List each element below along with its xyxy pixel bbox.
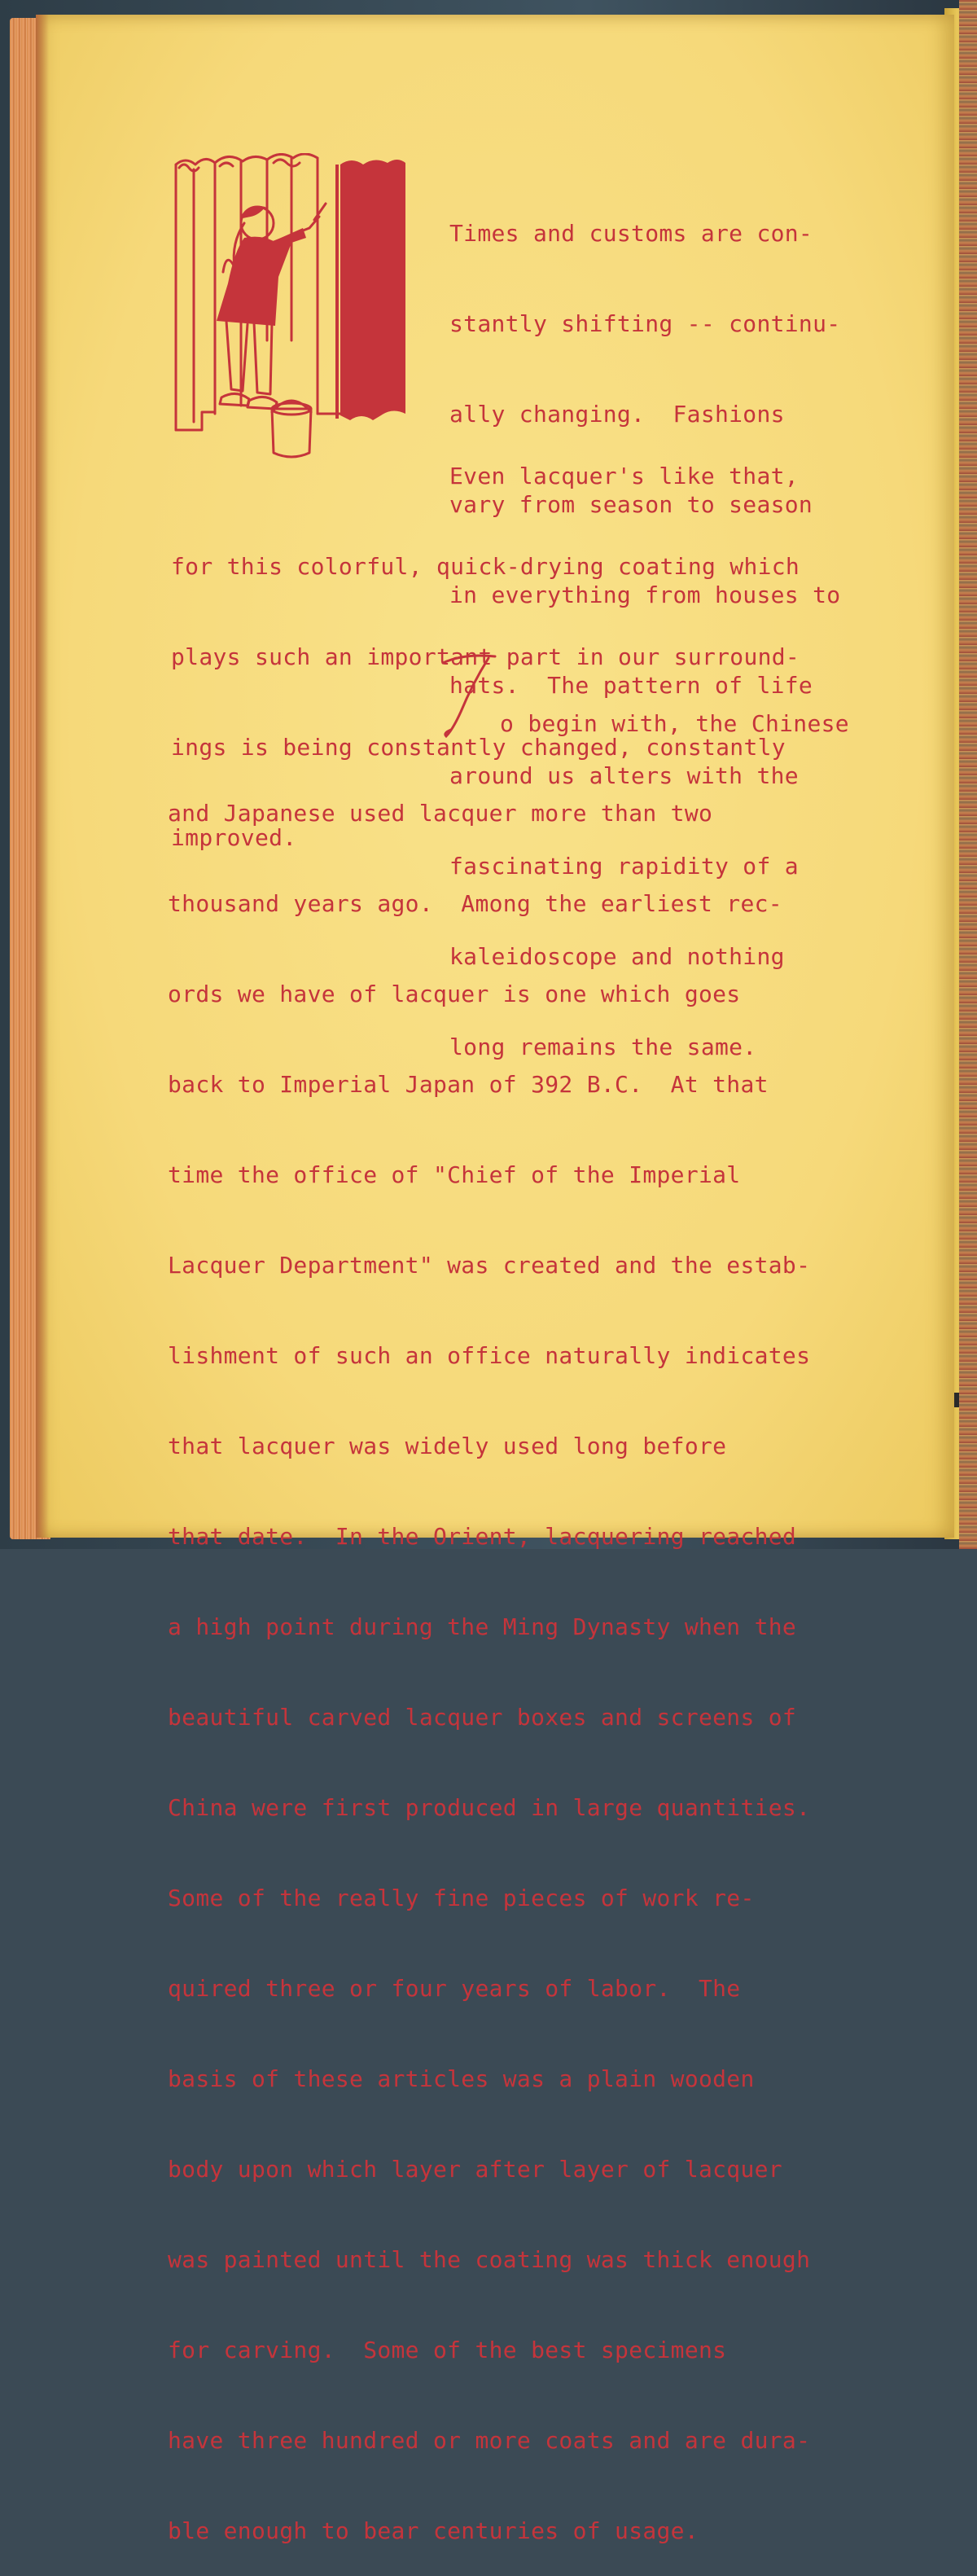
text-line: around us alters with the: [449, 762, 799, 789]
text-line: fascinating rapidity of a: [449, 853, 799, 880]
text-line: plays such an important part in our surround-: [171, 643, 800, 670]
text-line: quired three or four years of labor. The: [168, 1975, 741, 2002]
paragraph-2-body: [168, 738, 810, 2576]
page-gutter-shadow: [36, 15, 49, 1538]
text-line: thousand years ago. Among the earliest rec-: [168, 890, 782, 917]
cover-edge-strip: [959, 0, 977, 1549]
text-line: that date. In the Orient, lacquering reached: [168, 1523, 797, 1550]
drop-cap-t: [440, 652, 498, 739]
text-line: ble enough to bear centuries of usage.: [168, 2517, 699, 2544]
text-line: back to Imperial Japan of 392 B.C. At that: [168, 1071, 769, 1098]
text-line: Lacquer Department" was created and the estab-: [168, 1252, 811, 1279]
text-line: Times and customs are con-: [449, 220, 813, 247]
text-line: vary from season to season: [449, 491, 813, 518]
text-line: China were first produced in large quantities.: [168, 1794, 811, 1821]
text-line: have three hundred or more coats and are dura-: [168, 2427, 811, 2454]
text-line: was painted until the coating was thick enough: [168, 2246, 811, 2273]
text-line: ords we have of lacquer is one which goes: [168, 981, 741, 1007]
text-line: for carving. Some of the best specimens: [168, 2337, 727, 2363]
text-line: kaleidoscope and nothing: [449, 943, 785, 970]
text-line: basis of these articles was a plain wooden: [168, 2065, 755, 2092]
text-line: for this colorful, quick-drying coating which: [171, 553, 800, 580]
text-line: ally changing. Fashions: [449, 401, 785, 428]
text-line: that lacquer was widely used long before: [168, 1433, 727, 1459]
text-line: lishment of such an office naturally indicates: [168, 1342, 811, 1369]
text-line: a high point during the Ming Dynasty when the: [168, 1613, 797, 1640]
paragraph-2-first-line: o begin with, the Chinese: [500, 710, 849, 737]
text-line: and Japanese used lacquer more than two: [168, 800, 713, 827]
text-line: long remains the same.: [449, 1033, 757, 1060]
binding-mark: [954, 1393, 959, 1407]
text-line: improved.: [171, 824, 297, 851]
text-line: stantly shifting -- continu-: [449, 310, 841, 337]
text-line: ings is being constantly changed, constantly: [171, 734, 786, 761]
text-line: in everything from houses to: [449, 581, 841, 608]
text-line: time the office of "Chief of the Imperial: [168, 1161, 741, 1188]
text-line: beautiful carved lacquer boxes and screens of: [168, 1704, 797, 1731]
text-line: body upon which layer after layer of lacquer: [168, 2156, 782, 2183]
paragraph-1-indented-line: Even lacquer's like that,: [449, 463, 799, 489]
woman-painting-screen-icon: [169, 153, 410, 469]
text-line: Some of the really fine pieces of work re-: [168, 1885, 755, 1911]
text-line: hats. The pattern of life: [449, 672, 813, 699]
